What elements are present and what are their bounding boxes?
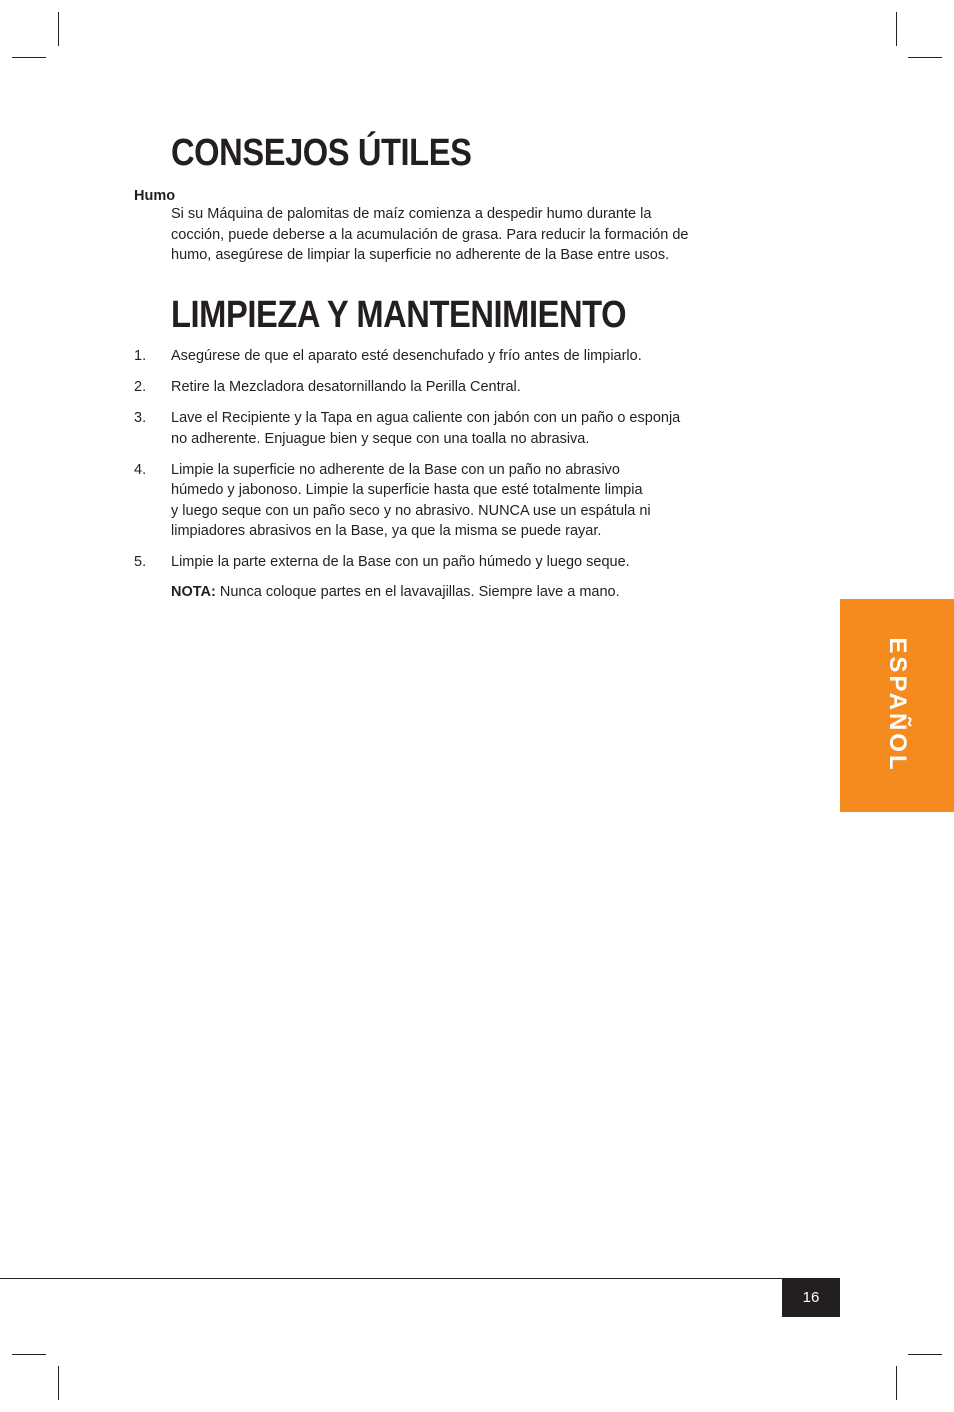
list-item	[134, 346, 734, 367]
list-line: Lave el Recipiente y la Tapa en agua caliente con jabón con un paño o esponja	[171, 410, 681, 426]
list-line: Limpie la parte externa de la Base con un paño húmedo y luego seque.	[171, 554, 630, 570]
list-line: no adherente. Enjuague bien y seque con una toalla no abrasiva.	[171, 430, 590, 447]
note-label: NOTA:	[171, 584, 216, 600]
note-text: Nunca coloque partes en el lavavajillas. Siempre lave a mano.	[215, 584, 620, 600]
language-tab	[840, 599, 954, 812]
list-number: 3.	[134, 410, 147, 426]
crop-mark	[58, 12, 59, 46]
list-line: Retire la Mezcladora desatornillando la Perilla Central.	[171, 379, 521, 395]
paragraph-line: Si su Máquina de palomitas de maíz comienza a despedir humo durante la	[171, 206, 652, 222]
smoke-paragraph	[171, 204, 746, 266]
list-line: y luego seque con un paño seco y no abrasivo. NUNCA use un espátula ni	[171, 502, 651, 519]
crop-mark	[896, 12, 897, 46]
paragraph-line: humo, asegúrese de limpiar la superficie no adherente de la Base entre usos.	[171, 247, 670, 263]
list-item	[134, 460, 734, 542]
list-item	[134, 377, 734, 398]
crop-mark	[908, 1354, 942, 1355]
list-number: 5.	[134, 554, 147, 570]
section-title-cleaning: LIMPIEZA Y MANTENIMIENTO	[171, 294, 627, 336]
crop-mark	[896, 1366, 897, 1400]
paragraph-line: cocción, puede deberse a la acumulación de grasa. Para reducir la formación de	[171, 226, 689, 243]
list-item	[134, 552, 734, 573]
language-tab-label: ESPAÑOL	[884, 637, 911, 773]
crop-mark	[58, 1366, 59, 1400]
subheading-smoke: Humo	[134, 188, 176, 204]
list-number: 2.	[134, 379, 147, 395]
list-line: Limpie la superficie no adherente de la Base con un paño no abrasivo	[171, 461, 620, 478]
crop-mark	[12, 1354, 46, 1355]
section-title-tips: CONSEJOS ÚTILES	[171, 132, 472, 174]
list-item	[134, 408, 734, 449]
note	[171, 582, 620, 603]
list-number: 1.	[134, 348, 147, 364]
crop-mark	[12, 57, 46, 58]
list-line: Asegúrese de que el aparato esté desenchufado y frío antes de limpiarlo.	[171, 348, 642, 364]
list-line: húmedo y jabonoso. Limpie la superficie hasta que esté totalmente limpia	[171, 482, 643, 498]
list-line: limpiadores abrasivos en la Base, ya que la misma se puede rayar.	[171, 523, 602, 539]
list-number: 4.	[134, 461, 147, 478]
footer-rule	[0, 1278, 840, 1279]
cleaning-steps-list	[134, 346, 734, 583]
crop-mark	[908, 57, 942, 58]
page-number: 16	[782, 1278, 840, 1317]
